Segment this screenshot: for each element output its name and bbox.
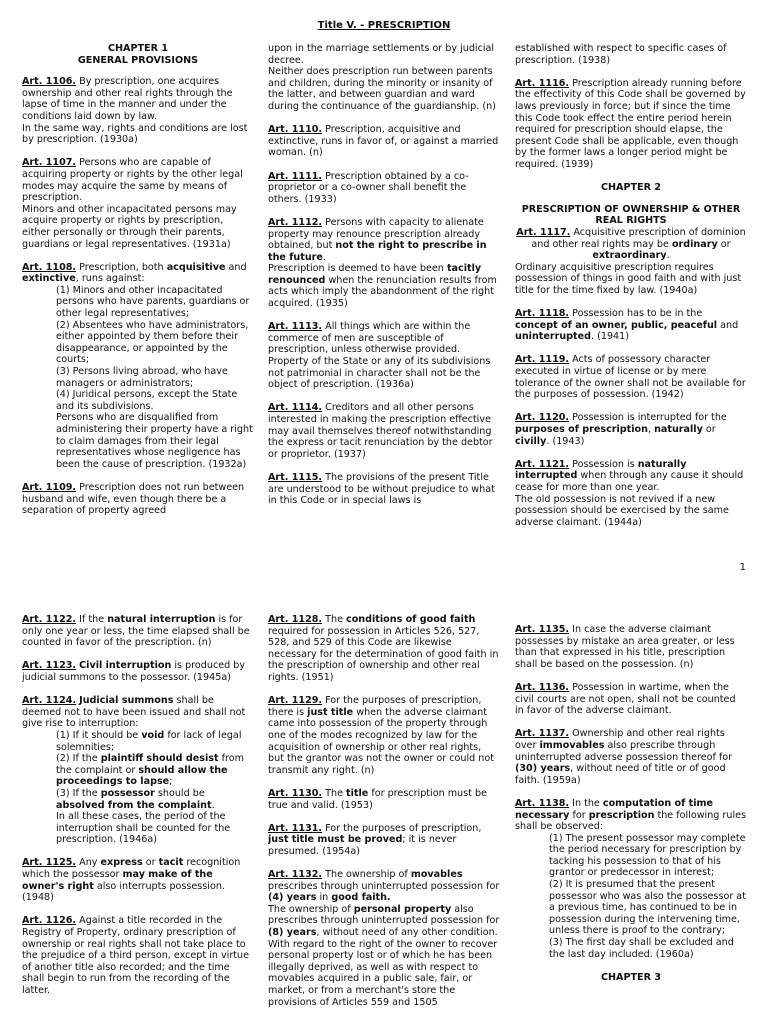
item-text: (1) If it should be xyxy=(56,729,142,741)
article-1109-para2: Neither does prescription run between parents and children, during the minority or insanity of the latter, and between guardian and ward during the continuance of the guardianship. (n) xyxy=(268,66,496,112)
article-label: Art. 1130. xyxy=(268,787,323,799)
article-1118 xyxy=(515,308,747,343)
article-text: when through any cause it should cease for more than one year. xyxy=(515,470,744,493)
article-1107 xyxy=(22,157,254,203)
article-text: or xyxy=(142,857,159,869)
column-3-bottom xyxy=(515,614,747,1024)
article-text: Prescription obtained by a co-proprietor or a co-owner shall benefit the others. (1933) xyxy=(268,170,469,205)
bold-term: just title must be proved xyxy=(268,834,403,846)
article-text: when the adverse claimant came into possession of the property through one of the modes recognized by law for the acquisition of ownership or other real rights, but the grantor was not the owner or could not transmit any right. (n) xyxy=(268,706,495,776)
article-1132-para3: With regard to the right of the owner to recover personal property lost or of which he has been illegally deprived, as well as with respect to movables acquired in a public sale, fair, or market, or from a merchant's store the provisions of Articles 559 and 1505 xyxy=(268,938,498,1008)
bold-term: express xyxy=(100,857,143,869)
article-1138-item: (3) The first day shall be excluded and the last day included. (1960a) xyxy=(549,937,734,960)
bold-term: absolved from the complaint xyxy=(56,799,212,811)
chapter-3-heading: CHAPTER 3 xyxy=(600,971,662,983)
article-1108 xyxy=(22,262,254,285)
item-text: (3) If the xyxy=(56,787,101,799)
article-label: Art. 1108. xyxy=(22,261,77,273)
bold-term: uninterrupted xyxy=(515,331,591,343)
article-text: If the xyxy=(76,614,108,625)
article-text: For the purposes of prescription, there is xyxy=(268,695,482,718)
item-text: . xyxy=(211,799,215,811)
bold-term: (30) years xyxy=(515,763,571,775)
bold-term: conditions of good faith xyxy=(346,614,476,625)
article-1121-para2: The old possession is not revived if a new possession should be exercised by the same adverse claimant. (1944a) xyxy=(515,493,729,528)
article-text: and xyxy=(717,319,739,331)
bold-term: (8) years xyxy=(268,927,317,939)
article-1120 xyxy=(515,412,747,447)
bold-term: void xyxy=(141,729,165,741)
article-text: in xyxy=(316,892,332,904)
article-text: Creditors and all other persons interested in making the prescription effective may avail themselves thereof notwithstanding the express or tacit renunciation by the debtor or proprietor. (1937) xyxy=(268,402,493,460)
article-text: the following rules shall be observed: xyxy=(515,809,747,833)
article-text: Ownership and other real rights over xyxy=(515,728,725,751)
article-label: Art. 1123. xyxy=(22,660,77,672)
article-1124-item xyxy=(22,730,254,753)
article-1138-item: (1) The present possessor may complete the period necessary for prescription by tacking his possession to that of his grantor or predecessor in interest; xyxy=(549,832,746,879)
article-text: . xyxy=(666,250,670,262)
bold-term: (4) years xyxy=(268,892,317,904)
article-label: Art. 1118. xyxy=(515,308,570,320)
article-text: for xyxy=(569,809,589,821)
article-1117-para2: Ordinary acquisitive prescription requires possession of things in good faith and with just title for the time fixed by law. (1940a) xyxy=(515,261,742,296)
item-text: ; xyxy=(169,776,173,788)
column-1-top xyxy=(22,43,254,573)
article-1109-cont: upon in the marriage settlements or by judicial decree. xyxy=(268,43,495,66)
bold-term: tacit xyxy=(158,857,184,869)
article-1117 xyxy=(515,227,747,262)
article-text: Prescription, acquisitive and extinctive, runs in favor of, or against a married woman. (n) xyxy=(268,124,499,159)
article-text: For the purposes of prescription, xyxy=(322,822,482,834)
article-label: Art. 1138. xyxy=(515,797,570,809)
article-label: Art. 1125. xyxy=(22,857,77,869)
item-text: should be xyxy=(154,787,205,799)
article-text: Prescription already running before the effectivity of this Code shall be governed by laws previously in force; but if since the time this Code took effect the entire period herein required for prescription should elapse, the present Code shall be applicable, even though by the former laws a longer period might be required. (1939) xyxy=(515,77,746,170)
article-text: Acts of possessory character executed in virtue of license or by mere tolerance of the owner shall not be available for the purposes of possession. (1942) xyxy=(515,354,746,401)
bold-term: naturally interrupted xyxy=(515,458,687,482)
bold-term: not the right to prescribe in the future xyxy=(268,240,487,263)
bold-term: just title xyxy=(307,706,354,718)
article-1124-item xyxy=(22,788,254,811)
article-text: Any xyxy=(76,857,101,869)
bold-term: civilly xyxy=(515,435,547,447)
article-label: Art. 1112. xyxy=(268,216,323,228)
article-label: Art. 1109. xyxy=(22,481,77,493)
article-1138 xyxy=(515,798,747,833)
article-1108-item: Persons who are disqualified from administering their property have a right to claim damages from their legal representatives whose negligence has been the cause of prescription. (1932a) xyxy=(56,412,253,470)
article-label: Art. 1113. xyxy=(268,321,323,333)
bold-term: concept of an owner, public, peaceful xyxy=(515,319,718,331)
article-text: ; it is never presumed. (1954a) xyxy=(268,834,457,857)
article-1109 xyxy=(22,482,254,517)
column-1-bottom xyxy=(22,614,254,1024)
article-text: also prescribe through uninterrupted adverse possession thereof for xyxy=(515,739,733,763)
chapter-1-subheading: GENERAL PROVISIONS xyxy=(77,54,199,66)
article-text: By prescription, one acquires ownership and other real rights through the lapse of time in the manner and under the conditions laid down by law. xyxy=(22,76,233,122)
chapter-2-heading: CHAPTER 2 xyxy=(600,182,662,194)
article-text: In case the adverse claimant possesses by mistake an area greater, or less than that expressed in his title, prescription shall be based on the possession. (n) xyxy=(515,624,735,670)
chapter-2-subheading: PRESCRIPTION OF OWNERSHIP & OTHER REAL RIGHTS xyxy=(521,203,741,227)
article-text: Possession in wartime, when the civil courts are not open, shall not be counted in favor of the adverse claimant. xyxy=(515,681,736,717)
article-label: Art. 1110. xyxy=(268,124,323,136)
bold-term: Civil interruption xyxy=(79,660,172,672)
article-text: , without need of any other condition. xyxy=(316,927,498,939)
bold-term: title xyxy=(346,787,369,799)
article-text: In the xyxy=(569,797,603,809)
article-1106 xyxy=(22,76,254,122)
article-label: Art. 1115. xyxy=(268,471,323,483)
bold-term: naturally xyxy=(654,424,703,435)
article-1114 xyxy=(268,402,500,460)
article-text: . (1943) xyxy=(546,435,585,447)
article-label: Art. 1117. xyxy=(516,226,571,238)
article-1113 xyxy=(268,321,500,391)
article-text: required for possession in Articles 526, 527, 528, and 529 of this Code are likewise necessary for the determination of good faith in the prescription of ownership and other real rights. (1951) xyxy=(268,625,499,683)
bold-term: computation of time necessary xyxy=(515,797,714,821)
article-text: , without need of title or of good faith. (1959a) xyxy=(515,763,726,786)
article-text: for prescription must be true and valid. (1953) xyxy=(268,787,487,811)
article-label: Art. 1124. xyxy=(22,695,77,707)
bold-term: Judicial summons xyxy=(79,695,174,707)
article-label: Art. 1111. xyxy=(268,170,323,182)
article-1108-item: (1) Minors and other incapacitated persons who have parents, guardians or other legal representatives; xyxy=(56,284,250,320)
article-label: Art. 1131. xyxy=(268,822,323,834)
column-2-top xyxy=(268,43,500,573)
article-1106-para2: In the same way, rights and conditions are lost by prescription. (1930a) xyxy=(22,122,248,146)
article-label: Art. 1126. xyxy=(22,915,77,927)
article-label: Art. 1128. xyxy=(268,614,323,625)
article-text: prescribes through uninterrupted possession for xyxy=(268,880,500,892)
article-text: Persons with capacity to alienate property may renounce prescription already obtained, but xyxy=(268,216,484,252)
article-1124-item xyxy=(22,753,254,788)
article-label: Art. 1119. xyxy=(515,354,570,366)
article-label: Art. 1106. xyxy=(22,76,77,88)
article-text: Possession is xyxy=(569,458,638,470)
bold-term: extraordinary xyxy=(592,250,667,262)
article-1128 xyxy=(268,614,500,684)
article-text: , runs against: xyxy=(75,273,145,285)
article-label: Art. 1122. xyxy=(22,614,77,625)
page-number: 1 xyxy=(739,562,746,573)
article-text: when the renunciation results from acts which imply the abandonment of the right acquired. (1935) xyxy=(268,274,497,310)
article-text: The ownership of xyxy=(322,869,411,881)
article-1135 xyxy=(515,624,747,670)
article-text: , xyxy=(647,424,655,435)
article-text: and xyxy=(225,261,247,273)
article-text: or xyxy=(702,424,716,435)
article-text: Prescription does not run between husband and wife, even though there be a separation of property agreed xyxy=(22,481,245,517)
article-text: The provisions of the present Title are understood to be without prejudice to what in this Code or in special laws is xyxy=(268,471,495,507)
article-text: . (1941) xyxy=(591,331,630,343)
article-text: The ownership of xyxy=(268,903,354,915)
article-text: The xyxy=(322,787,347,799)
article-1108-item: (3) Persons living abroad, who have managers or administrators; xyxy=(56,366,228,389)
article-text: The xyxy=(322,614,347,625)
item-text: for lack of legal solemnities; xyxy=(56,729,242,753)
article-label: Art. 1129. xyxy=(268,695,323,707)
article-1137 xyxy=(515,728,747,786)
article-1108-item: (2) Absentees who have administrators, either appointed by them before their disappearance, or appointed by the courts; xyxy=(56,319,249,366)
article-label: Art. 1135. xyxy=(515,624,570,635)
article-label: Art. 1137. xyxy=(515,728,570,740)
article-1124-item: In all these cases, the period of the interruption shall be counted for the prescription. (1946a) xyxy=(56,811,231,846)
article-text: or xyxy=(717,238,731,250)
article-1108-item: (4) Juridical persons, except the State and its subdivisions. xyxy=(56,389,238,412)
bold-term: ordinary xyxy=(671,238,718,250)
article-label: Art. 1136. xyxy=(515,681,570,693)
article-label: Art. 1114. xyxy=(268,402,323,414)
article-1111 xyxy=(268,171,500,206)
article-text: Prescription, both xyxy=(76,261,167,273)
bold-term: prescription xyxy=(588,809,655,821)
article-1116 xyxy=(515,78,747,171)
article-label: Art. 1132. xyxy=(268,869,323,881)
article-text: Persons who are capable of acquiring property or rights by the other legal modes may acquire the same by means of prescription. xyxy=(22,157,243,204)
article-label: Art. 1116. xyxy=(515,77,570,89)
bold-term: plaintiff should desist xyxy=(100,753,219,765)
article-label: Art. 1121. xyxy=(515,458,570,470)
article-1119 xyxy=(515,354,747,400)
article-text: is for only one year or less, the time elapsed shall be counted in favor of the prescription. (n) xyxy=(22,614,250,649)
article-1130 xyxy=(268,788,500,811)
bold-term: purposes of prescription xyxy=(515,424,648,435)
article-text: Against a title recorded in the Registry of Property, ordinary prescription of ownership or real rights shall not take place to the prejudice of a third person, except in virtue of another title also recorded; and the time shall begin to run from the recording of the latter. xyxy=(22,915,250,996)
article-text: Possession has to be in the xyxy=(569,308,703,320)
article-text: also interrupts possession. (1948) xyxy=(22,880,225,904)
article-1132-para2 xyxy=(268,904,500,939)
item-text: (2) If the xyxy=(56,753,101,765)
article-1122 xyxy=(22,614,254,649)
item-text: from the complaint or xyxy=(56,753,244,776)
column-2-bottom xyxy=(268,614,500,1024)
article-text: Prescription is deemed to have been xyxy=(268,263,447,275)
bold-term: may make of the owner's right xyxy=(22,869,213,892)
bold-term: immovables xyxy=(539,739,605,751)
article-text: Possession is interrupted for the xyxy=(569,412,727,424)
bold-term: good faith. xyxy=(331,892,391,904)
article-label: Art. 1120. xyxy=(515,412,570,424)
bold-term: acquisitive xyxy=(166,261,226,273)
article-text: recognition which the possessor xyxy=(22,857,241,881)
article-text: shall be deemed not to have been issued and shall not give rise to interruption: xyxy=(22,695,246,730)
article-1131 xyxy=(268,823,500,858)
bold-term: should allow the proceedings to lapse xyxy=(56,764,228,788)
article-1136 xyxy=(515,682,747,717)
column-3-top xyxy=(515,43,747,573)
bold-term: movables xyxy=(410,869,463,881)
article-1110 xyxy=(268,124,500,159)
article-label: Art. 1107. xyxy=(22,157,77,169)
article-text: also prescribes through uninterrupted possession for xyxy=(268,903,500,927)
article-1125 xyxy=(22,857,254,903)
bold-term: personal property xyxy=(353,903,452,915)
article-1115-cont: established with respect to specific cases of prescription. (1938) xyxy=(515,43,727,66)
article-1112 xyxy=(268,217,500,263)
article-text: Acquisitive prescription of dominion and other real rights may be xyxy=(531,226,746,250)
article-text: is produced by judicial summons to the possessor. (1945a) xyxy=(22,660,246,683)
article-1123 xyxy=(22,660,254,683)
article-1138-item: (2) It is presumed that the present possessor who was also the possessor at a previous time, has continued to be in possession during the intervening time, unless there is proof to the contrary; xyxy=(549,879,746,937)
chapter-1-heading: CHAPTER 1 xyxy=(107,43,169,54)
article-1107-para2: Minors and other incapacitated persons may acquire property or rights by prescription, either personally or through their parents, guardians or legal representatives. (1931a) xyxy=(22,203,237,250)
article-1132 xyxy=(268,869,500,904)
article-text: . xyxy=(322,251,326,263)
article-1121 xyxy=(515,459,747,494)
article-1115 xyxy=(268,472,500,507)
article-1112-para2 xyxy=(268,263,500,309)
bold-term: natural interruption xyxy=(107,614,216,625)
page-title: Title V. - PRESCRIPTION xyxy=(317,20,451,31)
article-1129 xyxy=(268,695,500,776)
bold-term: tacitly renounced xyxy=(268,263,482,286)
article-1124 xyxy=(22,695,254,730)
bold-term: possessor xyxy=(100,787,155,799)
article-text: All things which are within the commerce of men are susceptible of prescription, unless otherwise provided. Property of the State or any of its subdivisions not patrimonial in character shall not be the object of prescription. (1936a) xyxy=(268,321,491,391)
bold-term: extinctive xyxy=(22,273,76,285)
article-1126 xyxy=(22,915,254,996)
